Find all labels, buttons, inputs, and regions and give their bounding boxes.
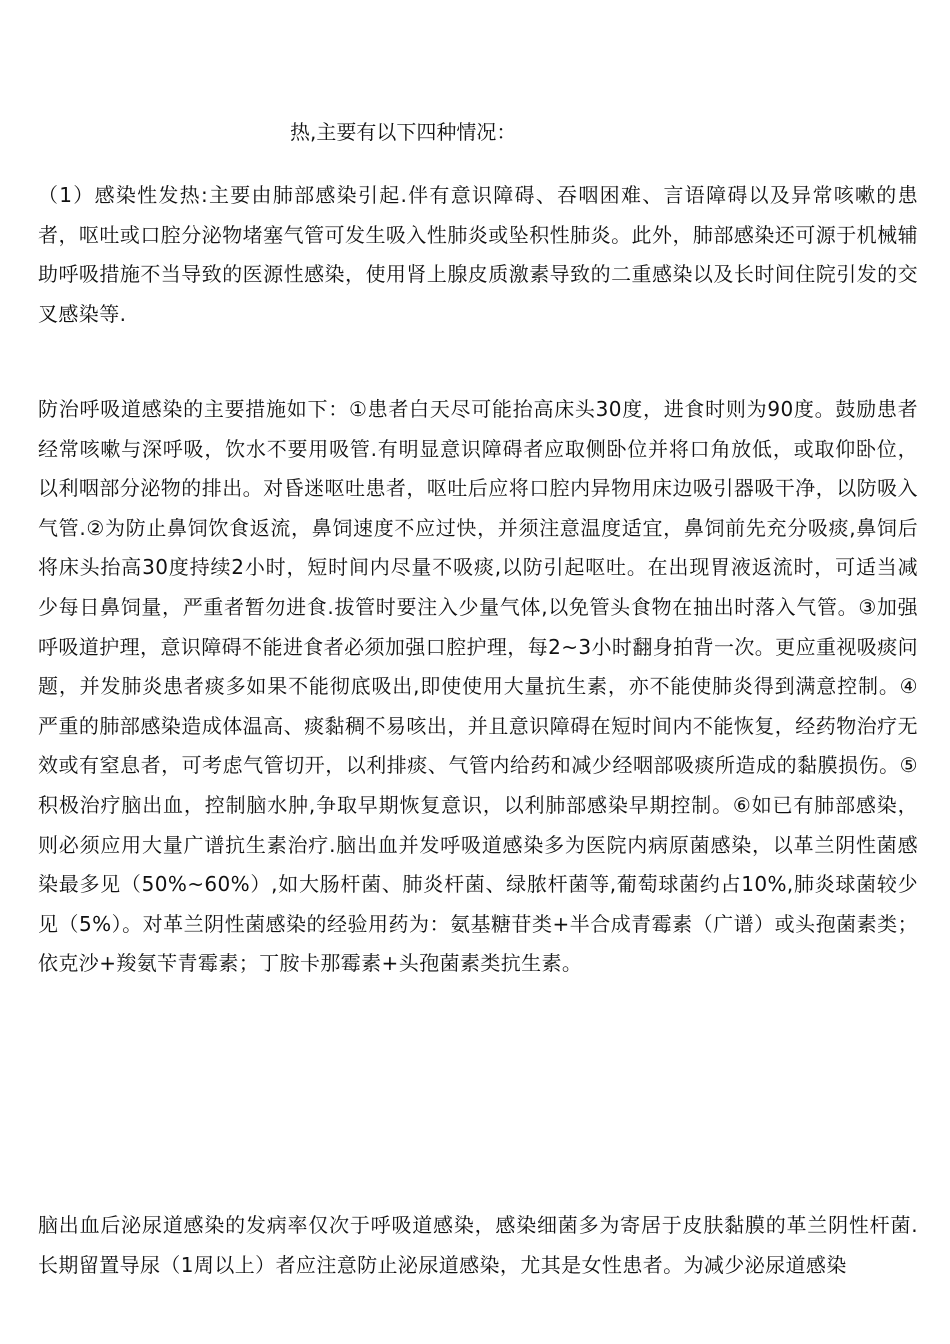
paragraph-urinary-infection: 脑出血后泌尿道感染的发病率仅次于呼吸道感染，感染细菌多为寄居于皮肤黏膜的革兰阴性杆菌.长期留置导尿（1周以上）者应注意防止泌尿道感染，尤其是女性患者。为减少泌尿道感染: [38, 1213, 918, 1277]
paragraph-respiratory-prevention: 防治呼吸道感染的主要措施如下：①患者白天尽可能抬高床头30度，进食时则为90度。鼓励患者经常咳嗽与深呼吸，饮水不要用吸管.有明显意识障碍者应取侧卧位并将口角放低，或取仰卧位，以利咽部分泌物的排出。对昏迷呕吐患者，呕吐后应将口腔内异物用床边吸引器吸干净，以防吸入气管.②为防止鼻饲饮食返流，鼻饲速度不应过快，并须注意温度适宜，鼻饲前先充分吸痰,鼻饲后将床头抬高30度持续2小时，短时间内尽量不吸痰,以防引起呕吐。在出现胃液返流时，可适当减少每日鼻饲量，严重者暂勿进食.拔管时要注入少量气体,以免管头食物在抽出时落入气管。③加强呼吸道护理，意识障碍不能进食者必须加强口腔护理，每2~3小时翻身拍背一次。更应重视吸痰问题，并发肺炎患者痰多如果不能彻底吸出,即使使用大量抗生素，亦不能使肺炎得到满意控制。④严重的肺部感染造成体温高、痰黏稠不易咳出，并且意识障碍在短时间内不能恢复，经药物治疗无效或有窒息者，可考虑气管切开，以利排痰、气管内给药和减少经咽部吸痰所造成的黏膜损伤。⑤积极治疗脑出血，控制脑水肿,争取早期恢复意识，以利肺部感染早期控制。⑥如已有肺部感染，则必须应用大量广谱抗生素治疗.脑出血并发呼吸道感染多为医院内病原菌感染，以革兰阴性菌感染最多见（50%~60%）,如大肠杆菌、肺炎杆菌、绿脓杆菌等,葡萄球菌约占10%,肺炎球菌较少见（5%）。对革兰阴性菌感染的经验用药为：氨基糖苷类+半合成青霉素（广谱）或头孢菌素类；依克沙+羧氨苄青霉素；丁胺卡那霉素+头孢菌素类抗生素。: [38, 397, 918, 976]
section-heading: 热,主要有以下四种情况：: [290, 120, 517, 144]
paragraph-infectious-fever: （1）感染性发热:主要由肺部感染引起.伴有意识障碍、吞咽困难、言语障碍以及异常咳嗽的患者，呕吐或口腔分泌物堵塞气管可发生吸入性肺炎或坠积性肺炎。此外，肺部感染还可源于机械辅助呼吸措施不当导致的医源性感染，使用肾上腺皮质激素导致的二重感染以及长时间住院引发的交叉感染等.: [38, 183, 918, 326]
